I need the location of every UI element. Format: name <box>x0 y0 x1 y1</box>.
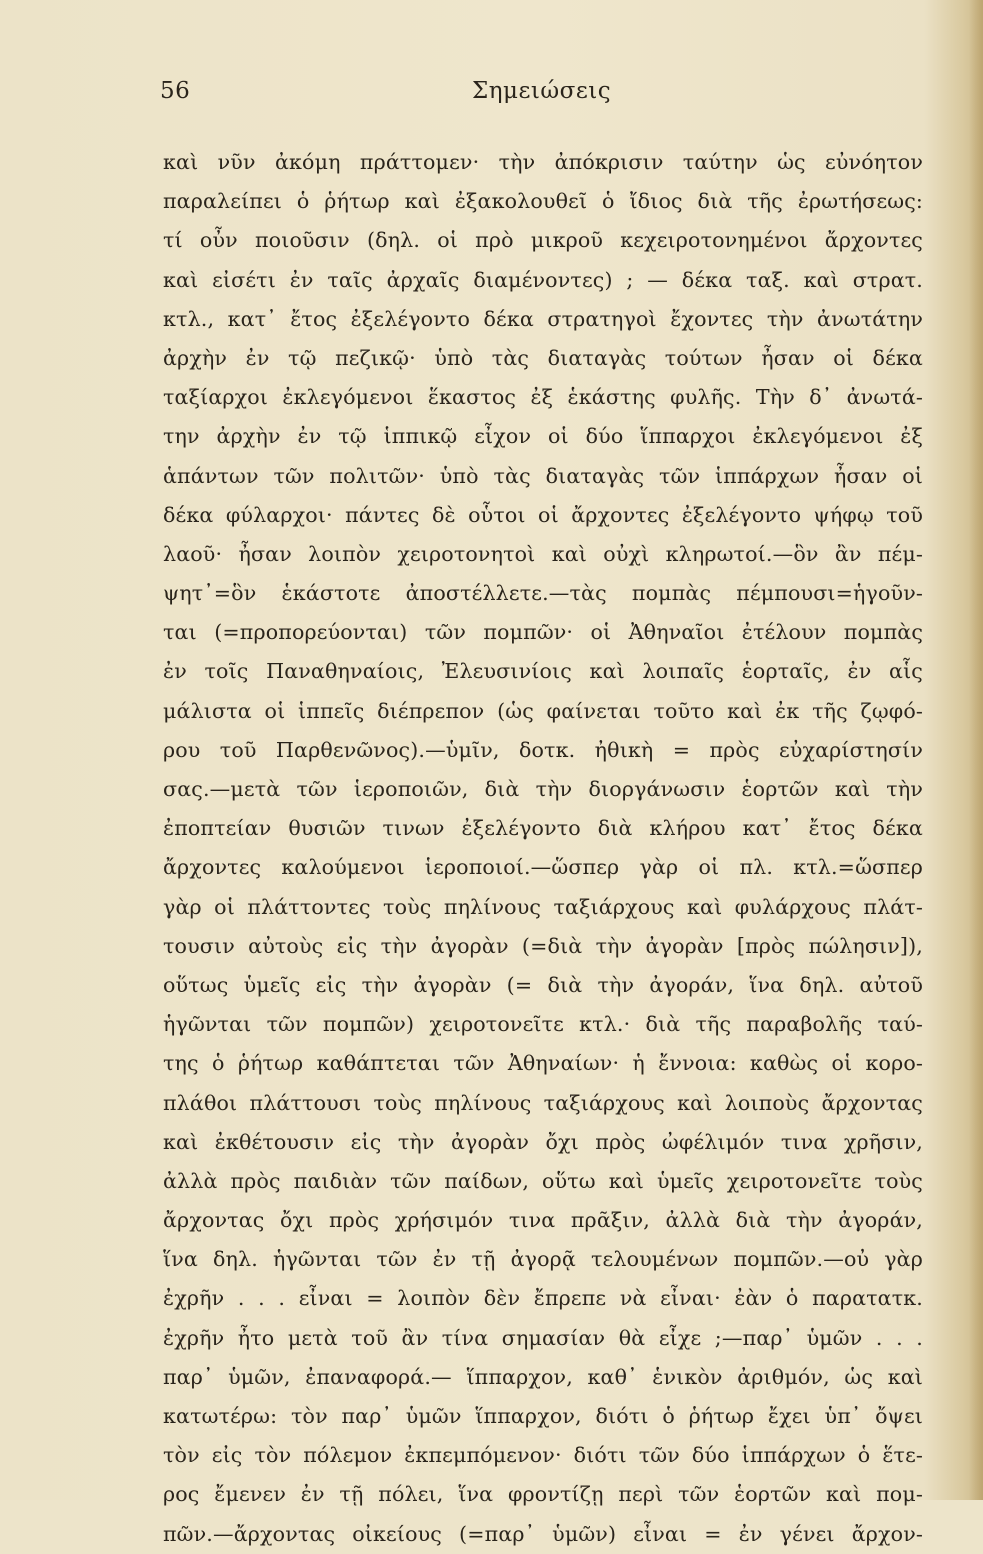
text-line: κτλ., κατ᾽ ἔτος ἐξελέγοντο δέκα στρατηγοὶ ἔχοντες τὴν ἀνωτάτην <box>163 306 923 331</box>
text-line: τί οὖν ποιοῦσιν (δηλ. οἱ πρὸ μικροῦ κεχειροτονημένοι ἄρχοντες <box>163 228 923 253</box>
text-line: ταξίαρχοι ἐκλεγόμενοι ἕκαστος ἐξ ἑκάστης φυλῆς. Τὴν δ᾽ ἀνωτά- <box>163 385 923 410</box>
text-line: λαοῦ· ἦσαν λοιπὸν χειροτονητοὶ καὶ οὐχὶ κληρωτοί.—ὃν ἂν πέμ- <box>163 541 923 566</box>
text-line: καὶ νῦν ἀκόμη πράττομεν· τὴν ἀπόκρισιν ταύτην ὡς εὐνόητον <box>163 150 923 174</box>
text-line: μάλιστα οἱ ἱππεῖς διέπρεπον (ὡς φαίνεται τοῦτο καὶ ἐκ τῆς ζῳφό- <box>163 698 923 723</box>
text-line: ρος ἔμενεν ἐν τῇ πόλει, ἵνα φροντίζῃ περὶ τῶν ἑορτῶν καὶ πομ- <box>163 1482 923 1507</box>
text-line: ἐχρῆν ἦτο μετὰ τοῦ ἂν τίνα σημασίαν θὰ εἶχε ;—παρ᾽ ὑμῶν . . . <box>163 1325 923 1350</box>
text-line: δέκα φύλαρχοι· πάντες δὲ οὗτοι οἱ ἄρχοντες ἐξελέγοντο ψήφῳ τοῦ <box>163 502 923 527</box>
text-line: ἐχρῆν . . . εἶναι = λοιπὸν δὲν ἔπρεπε νὰ εἶναι· ἐὰν ὁ παρατατκ. <box>163 1286 923 1311</box>
text-line: πῶν.—ἄρχοντας οἰκείους (=παρ᾽ ὑμῶν) εἶναι = ἐν γένει ἄρχον- <box>163 1521 923 1546</box>
running-title: Σημειώσεις <box>472 78 612 104</box>
text-line: ἁπάντων τῶν πολιτῶν· ὑπὸ τὰς διαταγὰς τῶν ἱππάρχων ἦσαν οἱ <box>163 463 923 488</box>
text-line: ἀρχὴν ἐν τῷ πεζικῷ· ὑπὸ τὰς διαταγὰς τούτων ἦσαν οἱ δέκα <box>163 345 923 370</box>
text-line: σας.—μετὰ τῶν ἱεροποιῶν, διὰ τὴν διοργάνωσιν ἑορτῶν καὶ τὴν <box>163 777 923 801</box>
text-line: ἄρχοντας ὄχι πρὸς χρήσιμόν τινα πρᾶξιν, ἀλλὰ διὰ τὴν ἀγοράν, <box>163 1208 923 1233</box>
text-line: ἵνα δηλ. ἡγῶνται τῶν ἐν τῇ ἀγορᾷ τελουμένων πομπῶν.—οὐ γὰρ <box>163 1247 923 1272</box>
text-line: ἐν τοῖς Παναθηναίοις, Ἐλευσινίοις καὶ λοιπαῖς ἑορταῖς, ἐν αἷς <box>163 659 923 684</box>
text-line: ἡγῶνται τῶν πομπῶν) χειροτονεῖτε κτλ.· διὰ τῆς παραβολῆς ταύ- <box>163 1012 923 1037</box>
text-line: ται (=προπορεύονται) τῶν πομπῶν· οἱ Ἀθηναῖοι ἐτέλουν πομπὰς <box>163 620 923 645</box>
text-line: καὶ ἐκθέτουσιν εἰς τὴν ἀγορὰν ὄχι πρὸς ὠφέλιμόν τινα χρῆσιν, <box>163 1129 923 1154</box>
text-line: ψητ᾽=ὃν ἑκάστοτε ἀποστέλλετε.—τὰς πομπὰς πέμπουσι=ἡγοῦν- <box>163 581 923 606</box>
text-line: οὕτως ὑμεῖς εἰς τὴν ἀγορὰν (= διὰ τὴν ἀγοράν, ἵνα δηλ. αὐτοῦ <box>163 972 923 997</box>
text-line: ἐποπτείαν θυσιῶν τινων ἐξελέγοντο διὰ κλήρου κατ᾽ ἔτος δέκα <box>163 816 923 841</box>
text-line: ἀλλὰ πρὸς παιδιὰν τῶν παίδων, οὕτω καὶ ὑμεῖς χειροτονεῖτε τοὺς <box>163 1168 923 1193</box>
text-line: τὸν εἰς τὸν πόλεμον ἐκπεμπόμενον· διότι τῶν δύο ἱππάρχων ὁ ἕτε- <box>163 1443 923 1468</box>
notes-body-text <box>163 143 923 1554</box>
text-line: τουσιν αὐτοὺς εἰς τὴν ἀγορὰν (=διὰ τὴν ἀγορὰν [πρὸς πώλησιν]), <box>163 933 923 958</box>
text-line: της ὁ ῥήτωρ καθάπτεται τῶν Ἀθηναίων· ἡ ἔννοια: καθὼς οἱ κορο- <box>163 1051 923 1076</box>
text-line: την ἀρχὴν ἐν τῷ ἱππικῷ εἶχον οἱ δύο ἵππαρχοι ἐκλεγόμενοι ἐξ <box>163 424 923 449</box>
text-line: πλάθοι πλάττουσι τοὺς πηλίνους ταξιάρχους καὶ λοιποὺς ἄρχοντας <box>163 1090 923 1115</box>
text-line: κατωτέρω: τὸν παρ᾽ ὑμῶν ἵππαρχον, διότι ὁ ῥήτωρ ἔχει ὑπ᾽ ὄψει <box>163 1404 923 1428</box>
text-line: καὶ εἰσέτι ἐν ταῖς ἀρχαῖς διαμένοντες) ; — δέκα ταξ. καὶ στρατ. <box>163 267 923 292</box>
text-line: παραλείπει ὁ ῥήτωρ καὶ ἐξακολουθεῖ ὁ ἴδιος διὰ τῆς ἐρωτήσεως: <box>163 189 923 214</box>
text-line: παρ᾽ ὑμῶν, ἐπαναφορά.— ἵππαρχον, καθ᾽ ἑνικὸν ἀριθμόν, ὡς καὶ <box>163 1364 923 1389</box>
page-header <box>0 78 983 118</box>
text-line: ρου τοῦ Παρθενῶνος).—ὑμῖν, δοτκ. ἠθικὴ = πρὸς εὐχαρίστησίν <box>163 737 923 762</box>
page-edge-shadow <box>969 0 983 1500</box>
text-line: γὰρ οἱ πλάττοντες τοὺς πηλίνους ταξιάρχους καὶ φυλάρχους πλάτ- <box>163 894 923 919</box>
text-line: ἄρχοντες καλούμενοι ἱεροποιοί.—ὥσπερ γὰρ οἱ πλ. κτλ.=ὥσπερ <box>163 855 923 880</box>
page-number: 56 <box>160 78 191 104</box>
